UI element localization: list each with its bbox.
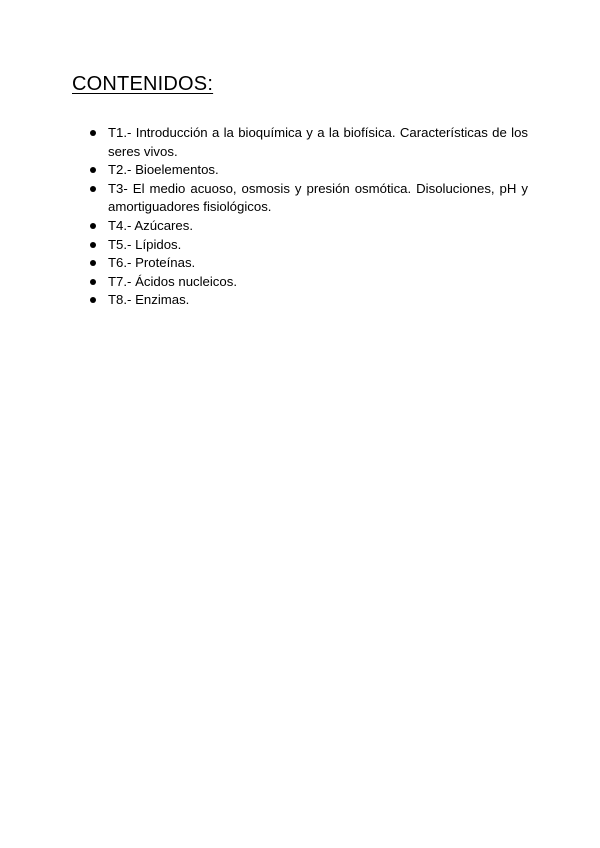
bullet-icon (90, 297, 96, 303)
topic-text: T8.- Enzimas. (108, 292, 190, 308)
topic-text: T7.- Ácidos nucleicos. (108, 273, 237, 289)
list-item-topic-4 (90, 217, 528, 236)
list-item-topic-1 (90, 124, 528, 161)
topic-text: T1.- Introducción a la bioquímica y a la biofísica. Características de los seres vivos. (108, 125, 528, 159)
list-item-topic-5 (90, 236, 528, 255)
topics-list (90, 124, 528, 310)
list-item-topic-3 (90, 180, 528, 217)
bullet-icon (90, 260, 96, 266)
topic-text: T5.- Lípidos. (108, 236, 182, 252)
bullet-icon (90, 223, 96, 229)
topic-text: T4.- Azúcares. (108, 217, 194, 233)
topic-text: T3- El medio acuoso, osmosis y presión osmótica. Disoluciones, pH y amortiguadores fisiológicos. (108, 180, 528, 215)
bullet-icon (90, 279, 96, 285)
topic-text: T6.- Proteínas. (108, 255, 196, 271)
topic-text: T2.- Bioelementos. (108, 162, 219, 178)
page-title: CONTENIDOS: (72, 73, 214, 95)
bullet-icon (90, 186, 96, 192)
bullet-icon (90, 242, 96, 248)
list-item-topic-7 (90, 273, 528, 292)
bullet-icon (90, 167, 96, 173)
list-item-topic-8 (90, 291, 528, 310)
list-item-topic-2 (90, 161, 528, 180)
list-item-topic-6 (90, 254, 528, 273)
bullet-icon (90, 130, 96, 136)
